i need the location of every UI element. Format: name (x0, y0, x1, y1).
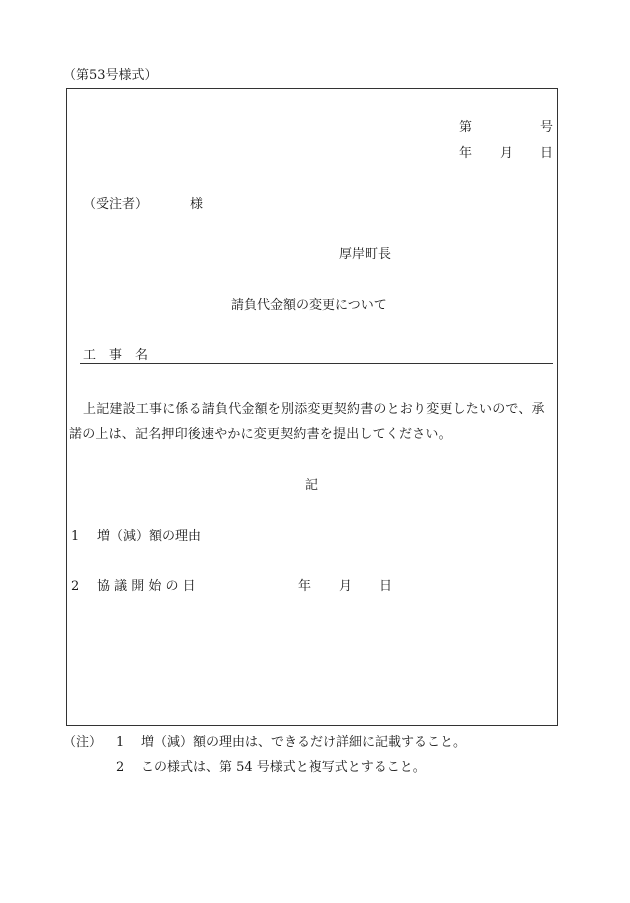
document-title: 請負代金額の変更について (231, 298, 387, 313)
item-2-day: 日 (379, 579, 393, 594)
project-name-underline (80, 363, 553, 364)
notes-label: （注） (63, 735, 103, 750)
note-2-number: 2 (116, 760, 125, 775)
body-line-1: 上記建設工事に係る請負代金額を別添変更契約書のとおり変更したいので、承 (83, 402, 545, 417)
note-2-text: この様式は、第 54 号様式と複写式とすること。 (141, 760, 426, 775)
doc-number-gou: 号 (540, 120, 554, 135)
form-number: （第53号様式） (63, 68, 158, 83)
date-month: 月 (500, 146, 514, 161)
item-1-label: 増（減）額の理由 (97, 529, 202, 544)
recipient-sama: 様 (190, 197, 204, 212)
ki-heading: 記 (305, 478, 319, 493)
item-2-number: 2 (71, 579, 80, 594)
body-line-2: 諾の上は、記名押印後速やかに変更契約書を提出してください。 (69, 427, 452, 442)
note-1-text: 増（減）額の理由は、できるだけ詳細に記載すること。 (141, 735, 467, 750)
sender: 厚岸町長 (339, 247, 392, 262)
date-year: 年 (459, 146, 473, 161)
doc-number-dai: 第 (459, 120, 473, 135)
item-2-label: 協 議 開 始 の 日 (97, 579, 196, 594)
date-day: 日 (540, 146, 554, 161)
project-name-label: 工 事 名 (83, 348, 149, 363)
item-2-year: 年 (298, 579, 312, 594)
item-1-number: 1 (71, 529, 80, 544)
note-1-number: 1 (116, 735, 125, 750)
item-2-month: 月 (339, 579, 353, 594)
recipient-label: （受注者） (83, 197, 149, 212)
